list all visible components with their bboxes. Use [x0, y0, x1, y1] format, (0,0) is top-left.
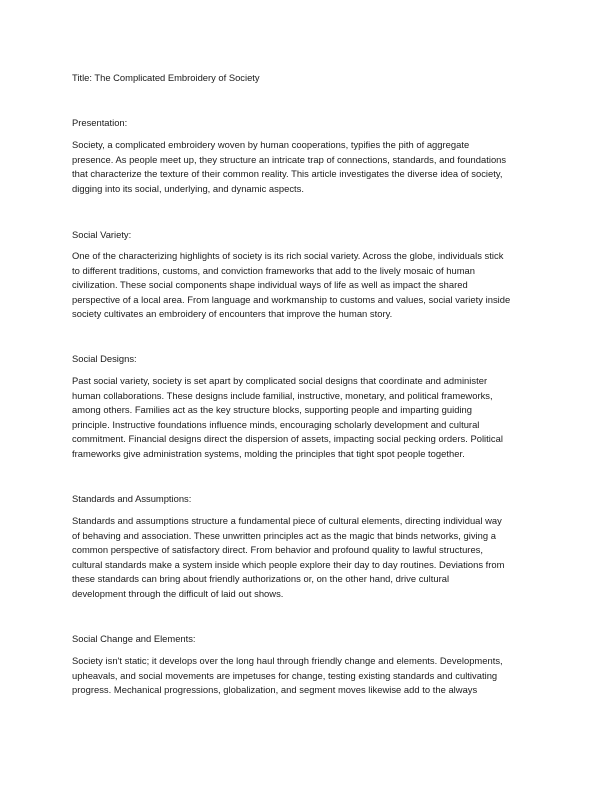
paragraph-line: upheavals, and social movements are impetuses for change, testing existing standards and cultivating [72, 669, 498, 681]
paragraph-line: commitment. Financial designs direct the dispersion of assets, impacting social pecking orders. Political [72, 433, 503, 445]
section-heading: Standards and Assumptions: [72, 493, 192, 504]
section-paragraph [72, 374, 542, 462]
section-heading: Presentation: [72, 117, 128, 128]
paragraph-line: digging into its social, underlying, and dynamic aspects. [72, 182, 304, 194]
paragraph-line: that characterize the texture of their common reality. This article investigates the diverse idea of society, [72, 168, 503, 180]
paragraph-line: society cultivates an embroidery of encounters that improve the human story. [72, 308, 393, 320]
document-title: Title: The Complicated Embroidery of Society [72, 72, 260, 83]
paragraph-line: presence. As people meet up, they structure an intricate trap of connections, standards, and foundations [72, 153, 507, 165]
paragraph-line: of behaving and association. These unwritten principles act as the magic that binds networks, giving a [72, 529, 496, 541]
paragraph-line: cultural standards make a system inside which people explore their day to day routines. Deviations from [72, 558, 505, 570]
paragraph-line: progress. Mechanical progressions, globalization, and segment moves likewise add to the always [72, 684, 478, 696]
paragraph-line: Society isn't static; it develops over the long haul through friendly change and elements. Developments, [72, 655, 503, 666]
paragraph-line: One of the characterizing highlights of society is its rich social variety. Across the globe, individuals stick [72, 250, 504, 261]
paragraph-line: Past social variety, society is set apart by complicated social designs that coordinate and administer [72, 375, 488, 386]
paragraph-line: civilization. These social components shape individual ways of life as well as impact the shared [72, 279, 468, 291]
section-paragraph [72, 654, 542, 698]
paragraph-line: Society, a complicated embroidery woven by human cooperations, typifies the pith of aggregate [72, 139, 470, 150]
paragraph-line: Standards and assumptions structure a fundamental piece of cultural elements, directing individual way [72, 515, 502, 526]
section-heading: Social Change and Elements: [72, 633, 196, 644]
section-paragraph [72, 514, 542, 602]
section-paragraph [72, 138, 542, 196]
section-heading: Social Designs: [72, 353, 137, 364]
paragraph-line: common perspective of satisfactory direct. From behavior and profound quality to lawful structures, [72, 544, 484, 556]
section-paragraph [72, 249, 542, 322]
paragraph-line: to different traditions, customs, and conviction frameworks that add to the lively mosaic of human [72, 264, 476, 276]
paragraph-line: these standards can bring about friendly authorizations or, on the other hand, drive cultural [72, 573, 450, 585]
paragraph-line: principle. Instructive foundations influence minds, encouraging scholarly development and cultural [72, 418, 480, 430]
paragraph-line: development through the difficult of laid out shows. [72, 587, 284, 599]
paragraph-line: perspective of a local area. From language and workmanship to customs and values, social variety inside [72, 293, 511, 305]
paragraph-line: frameworks give administration systems, molding the principles that tight spot people together. [72, 447, 465, 459]
paragraph-line: among others. Families act as the key structure blocks, supporting people and imparting guiding [72, 404, 473, 416]
section-heading: Social Variety: [72, 229, 132, 240]
paragraph-line: human collaborations. These designs include familial, instructive, monetary, and political frameworks, [72, 389, 493, 401]
